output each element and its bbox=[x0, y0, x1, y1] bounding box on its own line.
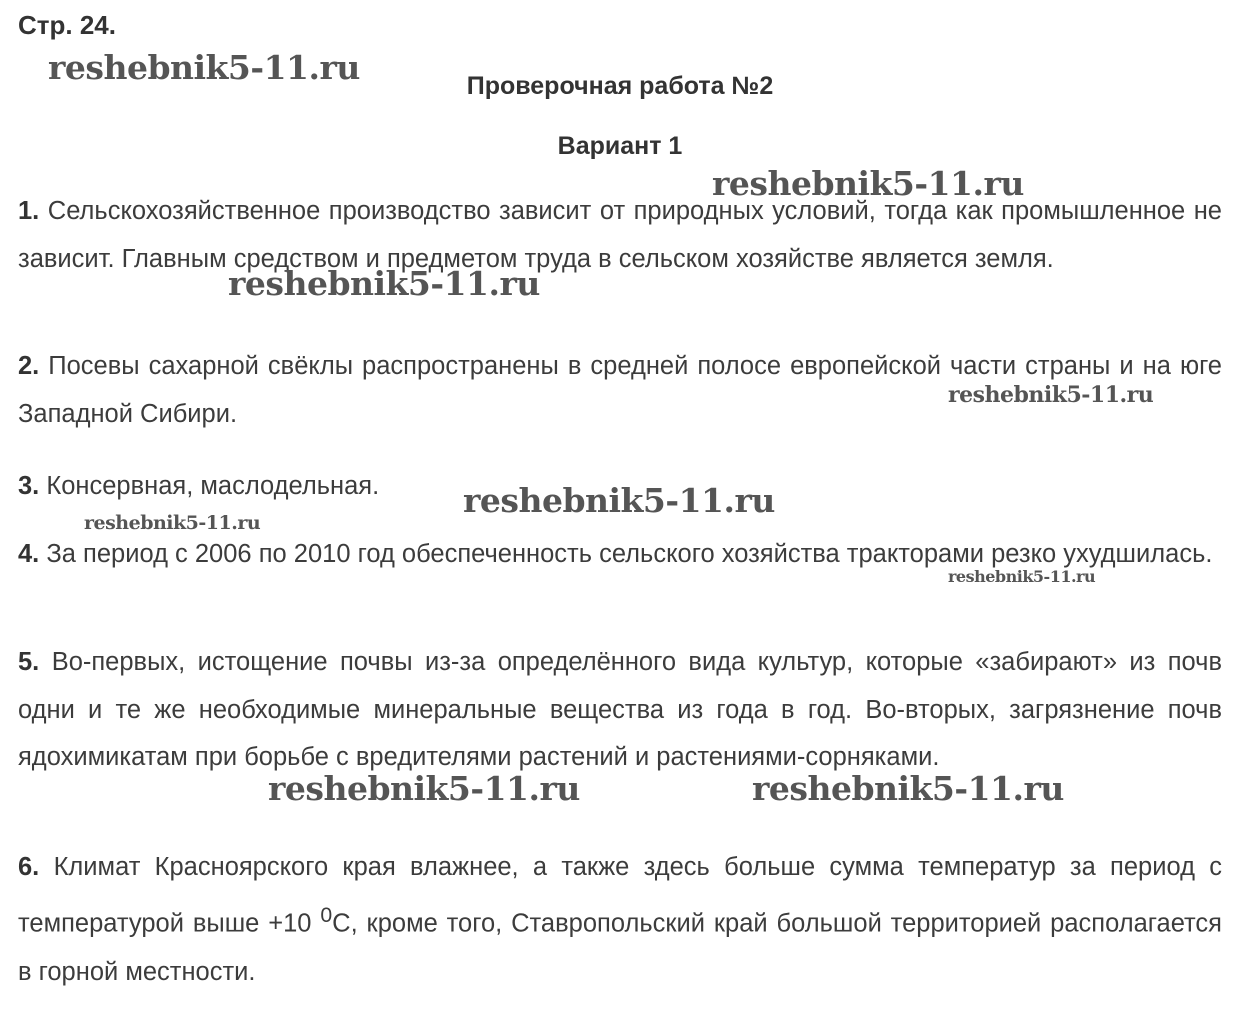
answer-text: Сельскохозяйственное производство зависит от природных условий, тогда как промышленное не зависит. Главным средством и предметом труда в сельском хозяйстве является земля. bbox=[18, 197, 1222, 273]
answer-5 bbox=[18, 639, 1222, 782]
watermark-logo: reshebnik5-11.ru bbox=[463, 481, 775, 520]
watermark-logo: reshebnik5-11.ru bbox=[268, 769, 580, 808]
watermark-logo: reshebnik5-11.ru bbox=[752, 769, 1064, 808]
answer-number: 4. bbox=[18, 540, 40, 568]
watermark-logo: reshebnik5-11.ru bbox=[48, 48, 360, 87]
watermark-logo: reshebnik5-11.ru bbox=[84, 512, 261, 534]
degree-superscript: 0 bbox=[320, 903, 333, 927]
answer-number: 2. bbox=[18, 352, 40, 380]
watermark-logo: reshebnik5-11.ru bbox=[712, 164, 1024, 203]
answer-6 bbox=[18, 843, 1222, 996]
answer-number: 1. bbox=[18, 197, 40, 225]
page-label: Стр. 24. bbox=[18, 10, 116, 40]
watermark-logo: reshebnik5-11.ru bbox=[948, 382, 1154, 408]
answer-text: Климат Красноярского края влажнее, а также здесь больше сумма температур за период с температурой выше +10 bbox=[18, 853, 1222, 938]
answer-number: 5. bbox=[18, 648, 40, 676]
watermark-logo: reshebnik5-11.ru bbox=[948, 567, 1096, 586]
answer-text: Консервная, маслодельная. bbox=[46, 472, 380, 500]
answer-text: Посевы сахарной свёклы распространены в средней полосе европейской части страны и на юге Западной Сибири. bbox=[18, 352, 1222, 428]
watermark-logo: reshebnik5-11.ru bbox=[228, 264, 540, 303]
answer-1 bbox=[18, 187, 1222, 283]
answer-text: За период с 2006 по 2010 год обеспеченность сельского хозяйства тракторами резко ухудшилась. bbox=[46, 540, 1213, 568]
answer-text-continued: С, кроме того, Ставропольский край большой территорией располагается в горной местности. bbox=[18, 909, 1222, 986]
answer-text: Во-первых, истощение почвы из-за определённого вида культур, которые «забирают» из почв одни и те же необходимые минеральные вещества из года в год. Во-вторых, загрязнение почв ядохимикатам при борьбе с вредителями растений и растениями-сорняками. bbox=[18, 648, 1222, 771]
answer-number: 3. bbox=[18, 472, 40, 500]
variant-heading: Вариант 1 bbox=[557, 132, 683, 160]
answer-number: 6. bbox=[18, 853, 40, 881]
document-title: Проверочная работа №2 bbox=[466, 72, 774, 100]
